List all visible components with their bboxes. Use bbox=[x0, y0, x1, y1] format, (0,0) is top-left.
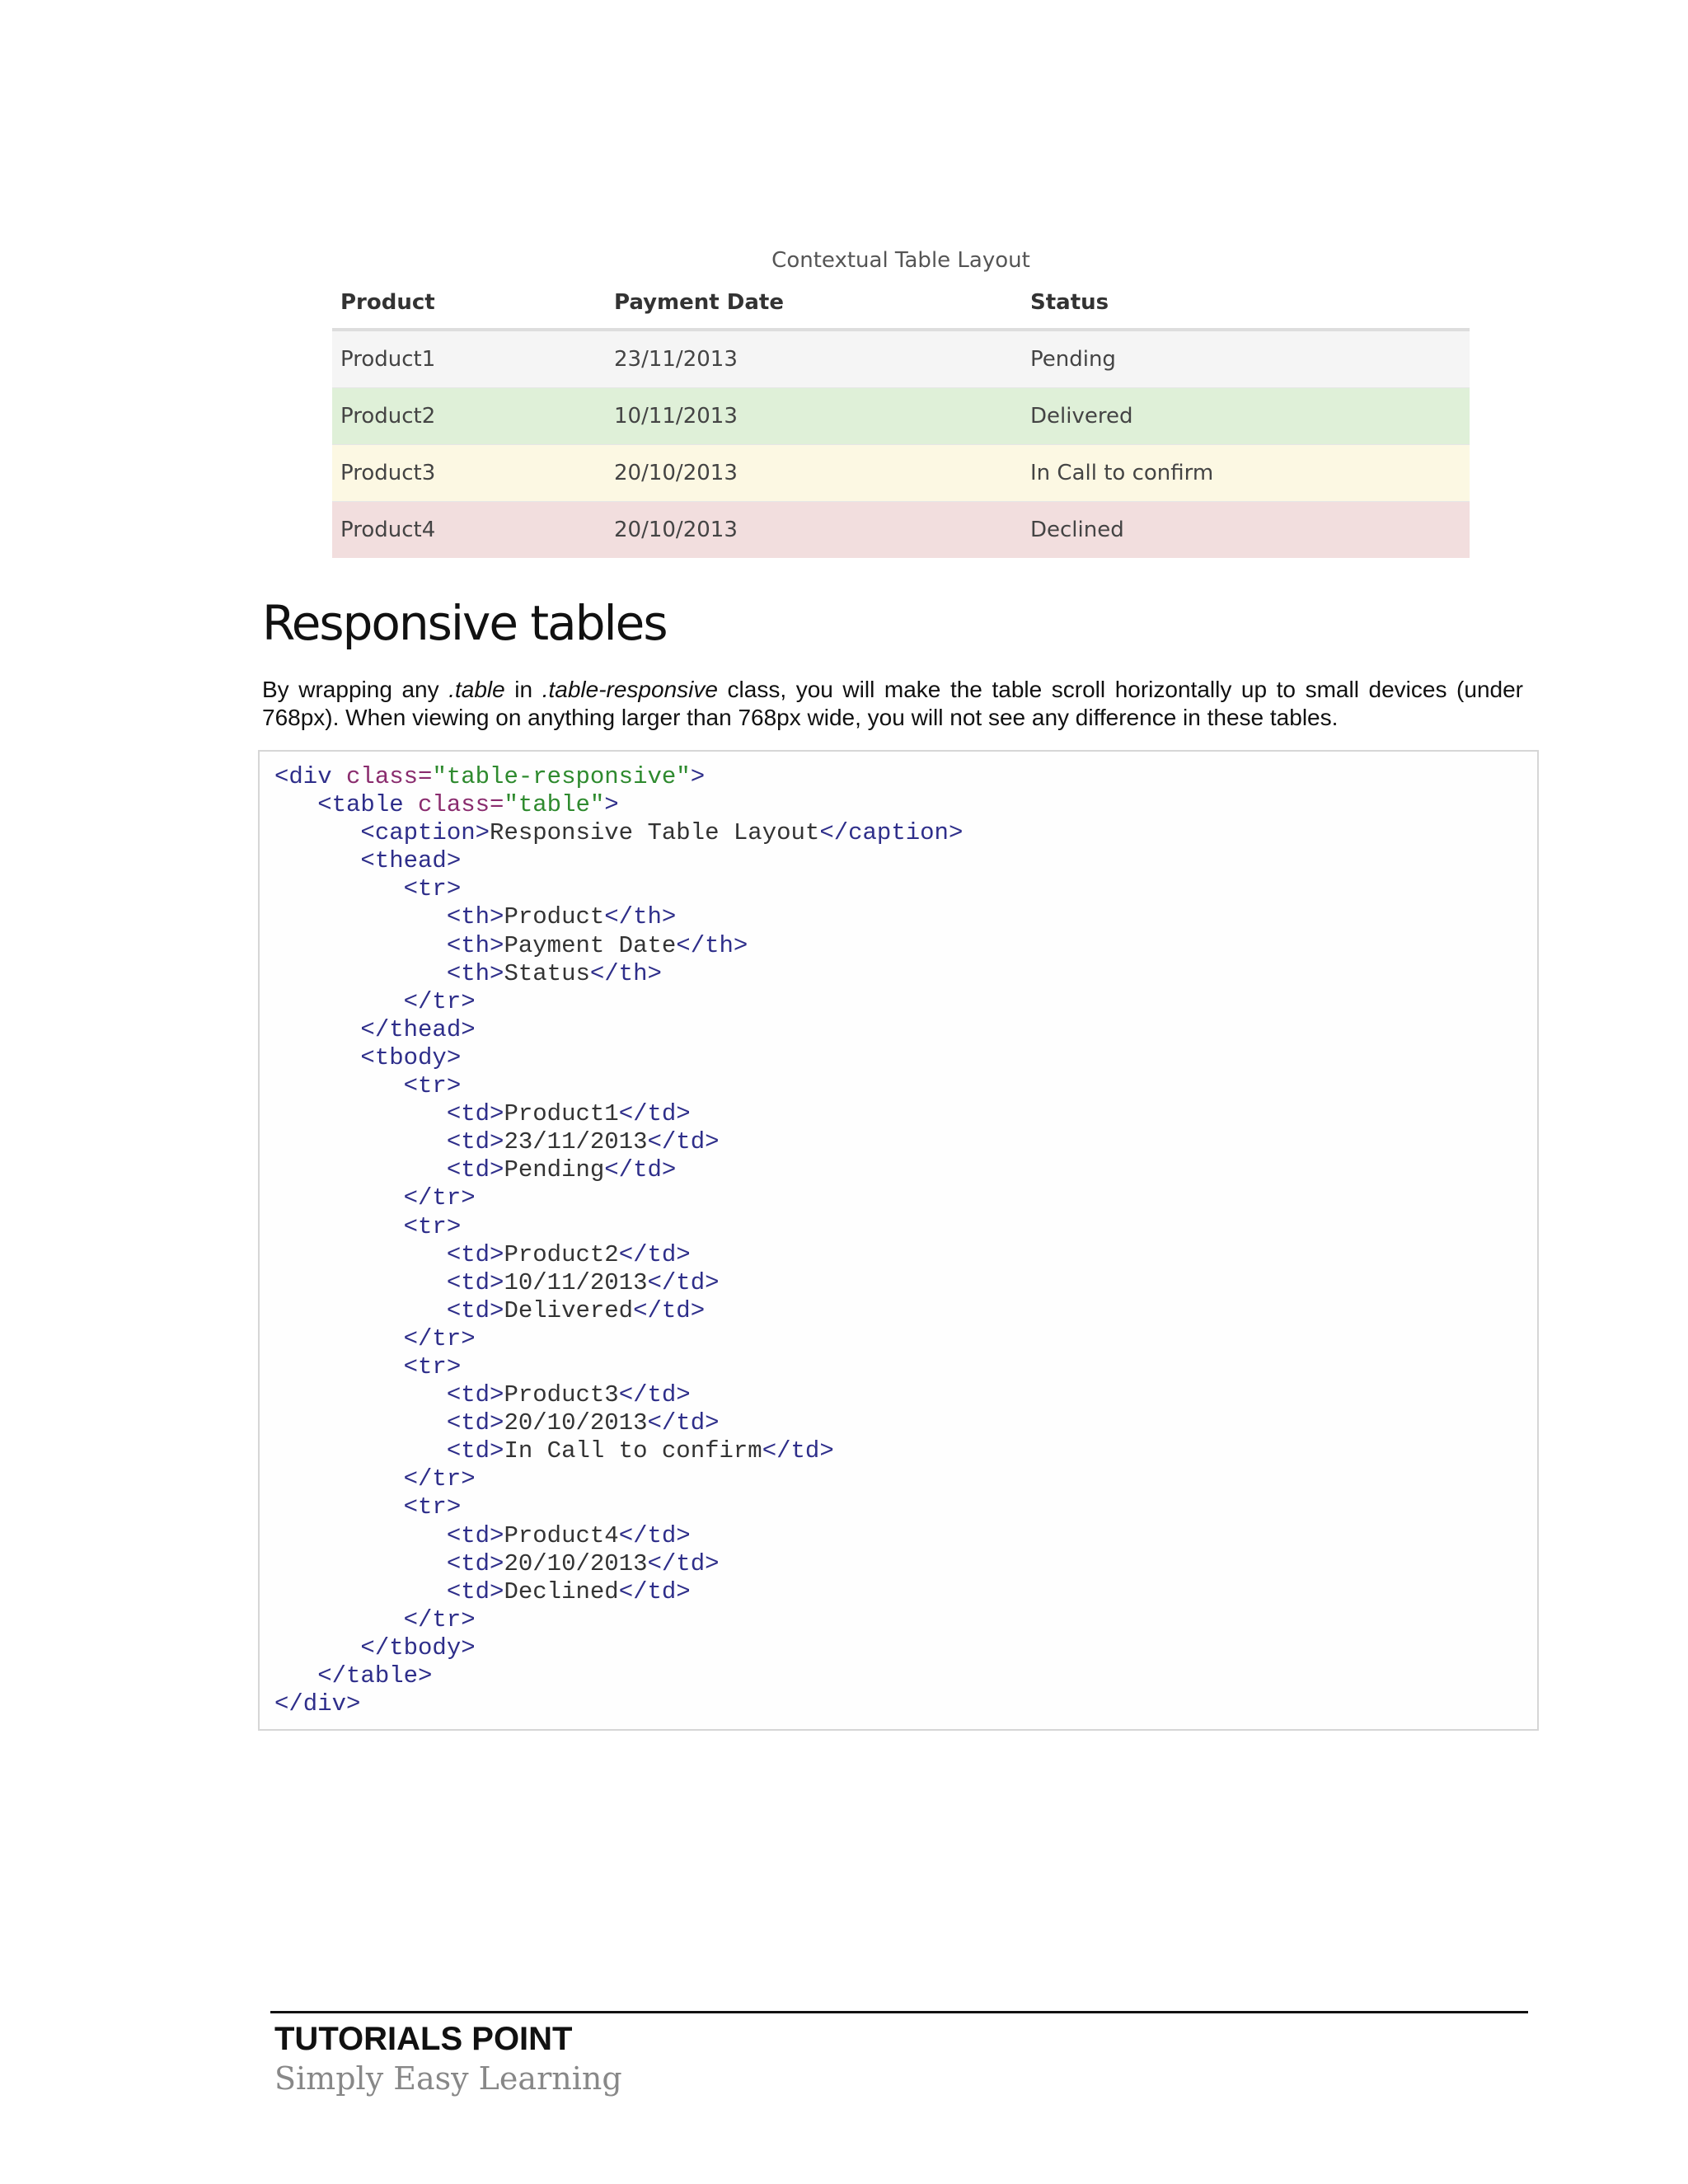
code-token: </td> bbox=[618, 1577, 691, 1605]
code-line bbox=[274, 847, 1522, 875]
code-token: "table" bbox=[504, 791, 605, 819]
code-token: Responsive Table Layout bbox=[490, 819, 820, 847]
code-token: 20/10/2013 bbox=[504, 1409, 648, 1437]
code-line bbox=[274, 988, 1522, 1016]
section-paragraph bbox=[262, 676, 1523, 732]
code-token: Product2 bbox=[504, 1240, 619, 1268]
code-line bbox=[274, 1241, 1522, 1269]
paragraph-text: By wrapping any bbox=[262, 677, 449, 702]
code-token: </td> bbox=[618, 1521, 691, 1549]
code-token: In Call to confirm bbox=[504, 1437, 762, 1465]
code-token: </td> bbox=[647, 1268, 720, 1296]
code-token: </td> bbox=[647, 1409, 720, 1437]
code-token: </tr> bbox=[274, 1324, 476, 1352]
table-cell: Product3 bbox=[332, 445, 606, 502]
code-token: <table bbox=[274, 791, 419, 819]
code-token: Product4 bbox=[504, 1521, 619, 1549]
code-line bbox=[274, 1100, 1522, 1128]
code-token: Payment Date bbox=[504, 931, 677, 959]
code-token: <td> bbox=[274, 1577, 504, 1605]
code-line bbox=[274, 1578, 1522, 1606]
code-token: <td> bbox=[274, 1437, 504, 1465]
code-line bbox=[274, 1325, 1522, 1353]
table-cell: Delivered bbox=[1022, 388, 1470, 445]
code-token: </td> bbox=[618, 1100, 691, 1128]
code-line bbox=[274, 1044, 1522, 1072]
table-cell: Pending bbox=[1022, 330, 1470, 388]
code-token: Pending bbox=[504, 1156, 605, 1184]
code-line bbox=[274, 1634, 1522, 1662]
code-token: </td> bbox=[618, 1381, 691, 1409]
code-token: </tr> bbox=[274, 1184, 476, 1212]
code-token: </tr> bbox=[274, 1605, 476, 1633]
table-row bbox=[332, 388, 1470, 445]
code-token: Product1 bbox=[504, 1100, 619, 1128]
code-token: </td> bbox=[633, 1296, 706, 1324]
code-token: <td> bbox=[274, 1381, 504, 1409]
table-body bbox=[332, 330, 1470, 558]
code-token: <tr> bbox=[274, 1493, 462, 1521]
code-token: </tr> bbox=[274, 1465, 476, 1493]
code-token: 10/11/2013 bbox=[504, 1268, 648, 1296]
code-line bbox=[274, 819, 1522, 847]
code-line bbox=[274, 1606, 1522, 1634]
code-line bbox=[274, 1353, 1522, 1381]
code-line bbox=[274, 1213, 1522, 1241]
code-line bbox=[274, 1297, 1522, 1325]
table-caption: Contextual Table Layout bbox=[771, 248, 1030, 273]
code-line bbox=[274, 1184, 1522, 1212]
code-line bbox=[274, 1522, 1522, 1550]
code-line bbox=[274, 1465, 1522, 1493]
code-line bbox=[274, 1156, 1522, 1184]
code-line bbox=[274, 960, 1522, 988]
code-token: <tr> bbox=[274, 1212, 462, 1240]
paragraph-emphasis: .table bbox=[448, 677, 505, 702]
code-line bbox=[274, 903, 1522, 931]
code-token: Delivered bbox=[504, 1296, 634, 1324]
paragraph-text: class, you will make the table scroll horizontally up to small devices (under 768px). When viewing on anything larger than 768px wide, you will not see any difference in these tables. bbox=[262, 677, 1523, 730]
footer-title: TUTORIALS POINT bbox=[274, 2021, 573, 2057]
code-token: </table> bbox=[274, 1662, 433, 1690]
code-line bbox=[274, 1409, 1522, 1437]
code-line bbox=[274, 1016, 1522, 1044]
code-token: </th> bbox=[604, 903, 677, 931]
paragraph-text: in bbox=[504, 677, 542, 702]
column-header: Payment Date bbox=[606, 277, 1022, 330]
code-token: </caption> bbox=[819, 819, 964, 847]
table-cell: In Call to confirm bbox=[1022, 445, 1470, 502]
code-token: <td> bbox=[274, 1521, 504, 1549]
table-cell: 20/10/2013 bbox=[606, 445, 1022, 502]
code-token: <td> bbox=[274, 1100, 504, 1128]
code-token: <div bbox=[274, 763, 347, 790]
code-line bbox=[274, 1437, 1522, 1465]
code-token: </td> bbox=[647, 1128, 720, 1156]
code-token: class= bbox=[418, 791, 504, 819]
code-token: </th> bbox=[589, 959, 662, 987]
code-line bbox=[274, 1269, 1522, 1297]
code-token: 23/11/2013 bbox=[504, 1128, 648, 1156]
footer-divider bbox=[270, 2011, 1528, 2013]
code-token: </th> bbox=[676, 931, 748, 959]
code-block bbox=[258, 750, 1539, 1731]
code-token: Product bbox=[504, 903, 605, 931]
code-line bbox=[274, 932, 1522, 960]
code-token: <th> bbox=[274, 931, 504, 959]
column-header: Status bbox=[1022, 277, 1470, 330]
code-token: <td> bbox=[274, 1549, 504, 1577]
code-token: </td> bbox=[762, 1437, 834, 1465]
code-token: </td> bbox=[647, 1549, 720, 1577]
section-heading: Responsive tables bbox=[262, 595, 667, 651]
code-line bbox=[274, 1381, 1522, 1409]
code-token: Status bbox=[504, 959, 590, 987]
code-token: <tr> bbox=[274, 875, 462, 903]
code-token: </tbody> bbox=[274, 1633, 476, 1661]
column-header: Product bbox=[332, 277, 606, 330]
table-cell: 10/11/2013 bbox=[606, 388, 1022, 445]
code-token: <tr> bbox=[274, 1352, 462, 1380]
code-token: Product3 bbox=[504, 1381, 619, 1409]
paragraph-emphasis: .table-responsive bbox=[542, 677, 718, 702]
table-header-row bbox=[332, 277, 1470, 330]
code-line bbox=[274, 875, 1522, 903]
code-line bbox=[274, 791, 1522, 819]
code-token: <caption> bbox=[274, 819, 490, 847]
table-cell: 23/11/2013 bbox=[606, 330, 1022, 388]
table-cell: Product1 bbox=[332, 330, 606, 388]
table-cell: 20/10/2013 bbox=[606, 502, 1022, 559]
code-token: "table-responsive" bbox=[432, 763, 691, 790]
table-row bbox=[332, 502, 1470, 559]
footer-subtitle: Simply Easy Learning bbox=[274, 2060, 622, 2097]
code-line bbox=[274, 1550, 1522, 1578]
contextual-table-figure bbox=[332, 244, 1470, 558]
code-token: <th> bbox=[274, 903, 504, 931]
code-line bbox=[274, 1072, 1522, 1100]
code-line bbox=[274, 1690, 1522, 1718]
code-token: <td> bbox=[274, 1409, 504, 1437]
code-token: <td> bbox=[274, 1128, 504, 1156]
code-token: <td> bbox=[274, 1296, 504, 1324]
code-token: <tbody> bbox=[274, 1043, 462, 1071]
code-line bbox=[274, 1662, 1522, 1690]
code-token: <th> bbox=[274, 959, 504, 987]
table-cell: Declined bbox=[1022, 502, 1470, 559]
code-token: > bbox=[604, 791, 619, 819]
code-token: <td> bbox=[274, 1156, 504, 1184]
code-token: class= bbox=[346, 763, 433, 790]
code-token: <td> bbox=[274, 1268, 504, 1296]
code-token: 20/10/2013 bbox=[504, 1549, 648, 1577]
code-line bbox=[274, 1128, 1522, 1156]
code-token: <td> bbox=[274, 1240, 504, 1268]
code-token: </tr> bbox=[274, 987, 476, 1015]
table-row bbox=[332, 445, 1470, 502]
code-token: </thead> bbox=[274, 1015, 476, 1043]
code-token: </td> bbox=[604, 1156, 677, 1184]
code-token: > bbox=[690, 763, 706, 790]
code-token: <thead> bbox=[274, 847, 462, 875]
code-token: Declined bbox=[504, 1577, 619, 1605]
code-line bbox=[274, 763, 1522, 791]
contextual-table bbox=[332, 277, 1470, 558]
table-cell: Product4 bbox=[332, 502, 606, 559]
table-row bbox=[332, 330, 1470, 388]
table-cell: Product2 bbox=[332, 388, 606, 445]
code-line bbox=[274, 1493, 1522, 1521]
code-token: <tr> bbox=[274, 1072, 462, 1100]
code-token: </td> bbox=[618, 1240, 691, 1268]
code-token: </div> bbox=[274, 1690, 361, 1718]
